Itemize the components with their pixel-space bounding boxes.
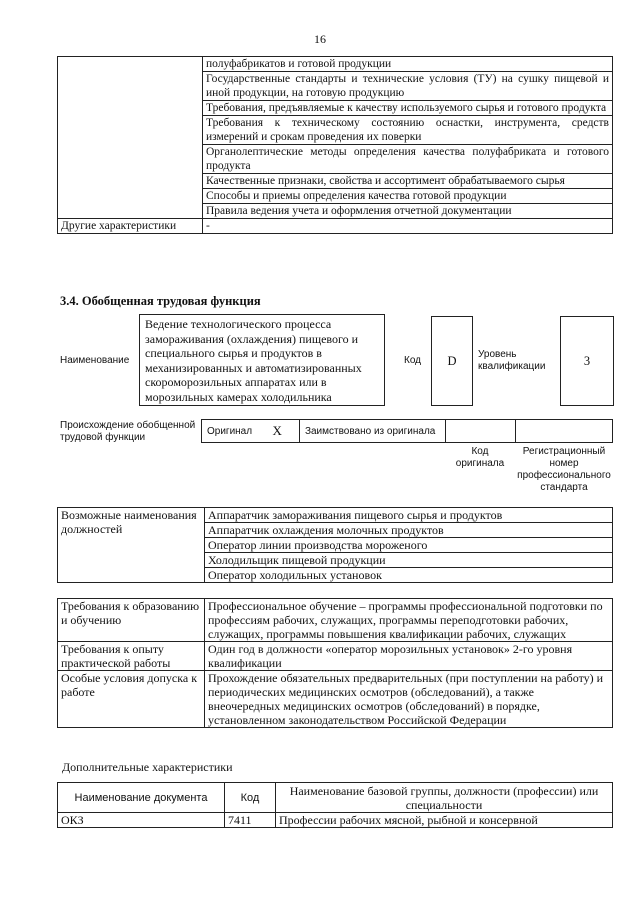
knowledge-item: Требования, предъявляемые к качеству используемого сырья и готового продукта (203, 101, 613, 116)
header-document: Наименование документа (58, 783, 225, 813)
additional-table (57, 782, 613, 828)
knowledge-item: Качественные признаки, свойства и ассортимент обрабатываемого сырья (203, 174, 613, 189)
origin-table (201, 419, 613, 443)
header-group: Наименование базовой группы, должности (профессии) или специальности (276, 783, 613, 813)
other-characteristics-label: Другие характеристики (58, 219, 203, 234)
reg-number-cell (515, 420, 612, 443)
position-item: Аппаратчик замораживания пищевого сырья и продуктов (205, 508, 613, 523)
row-code: 7411 (225, 813, 276, 828)
level-label: Уровень квалификации (478, 349, 546, 372)
section-title: 3.4. Обобщенная трудовая функция (60, 294, 261, 308)
name-label: Наименование (60, 355, 130, 366)
additional-title: Дополнительные характеристики (62, 760, 233, 774)
requirement-label: Особые условия допуска к работе (58, 671, 205, 728)
positions-table (57, 507, 613, 583)
code-label: Код (404, 355, 422, 366)
function-name-box: Ведение технологического процесса замораживания (охлаждения) пищевого и специального сырья и продуктов в механизированных и автоматизированных скороморозильных аппаратах или в морозильных камерах холодильника (139, 314, 385, 406)
page-number: 16 (314, 32, 326, 46)
knowledge-item: Органолептические методы определения качества полуфабриката и готового продукта (203, 145, 613, 174)
position-item: Оператор линии производства мороженого (205, 538, 613, 553)
requirement-value: Один год в должности «оператор морозильных установок» 2-го уровня квалификации (205, 642, 613, 671)
knowledge-item: Государственные стандарты и технические условия (ТУ) на сушку пищевой и иной продукции, на готовую продукцию (203, 72, 613, 101)
other-characteristics-value: - (203, 219, 613, 234)
knowledge-item: Правила ведения учета и оформления отчетной документации (203, 204, 613, 219)
position-item: Холодильщик пищевой продукции (205, 553, 613, 568)
code-original-cell (445, 420, 515, 443)
borrowed-label: Заимствовано из оригинала (299, 420, 445, 443)
requirement-value: Прохождение обязательных предварительных (при поступлении на работу) и периодических медицинских осмотров (обследований), а также внеочередных медицинских осмотров (обследований) в порядке, установленном законодательством Российской Федерации (205, 671, 613, 728)
header-code: Код (225, 783, 276, 813)
requirement-value: Профессиональное обучение – программы профессиональной подготовки по профессиям рабочих, служащих, программы переподготовки рабочих, служащих, программы повышения квалификации рабочих, служащих (205, 599, 613, 642)
requirement-label: Требования к образованию и обучению (58, 599, 205, 642)
row-document: ОКЗ (58, 813, 225, 828)
knowledge-item: полуфабрикатов и готовой продукции (203, 57, 613, 72)
requirement-label: Требования к опыту практической работы (58, 642, 205, 671)
row-group: Профессии рабочих мясной, рыбной и консервной (276, 813, 613, 828)
knowledge-label-cell (58, 57, 203, 219)
reg-number-label: Регистрационный номер профессионального стандарта (517, 446, 611, 493)
original-mark: X (268, 420, 300, 443)
positions-label: Возможные наименования должностей (58, 508, 205, 583)
level-value: 3 (560, 316, 614, 406)
knowledge-table (57, 56, 613, 234)
code-original-label: Код оригинала (455, 446, 505, 469)
knowledge-item: Требования к техническому состоянию оснастки, инструмента, средств измерений и срокам проведения их поверки (203, 116, 613, 145)
requirements-table (57, 598, 613, 728)
code-value: D (431, 316, 473, 406)
position-item: Аппаратчик охлаждения молочных продуктов (205, 523, 613, 538)
origin-label: Происхождение обобщенной трудовой функции (60, 420, 196, 443)
original-label: Оригинал (202, 420, 268, 443)
position-item: Оператор холодильных установок (205, 568, 613, 583)
knowledge-item: Способы и приемы определения качества готовой продукции (203, 189, 613, 204)
